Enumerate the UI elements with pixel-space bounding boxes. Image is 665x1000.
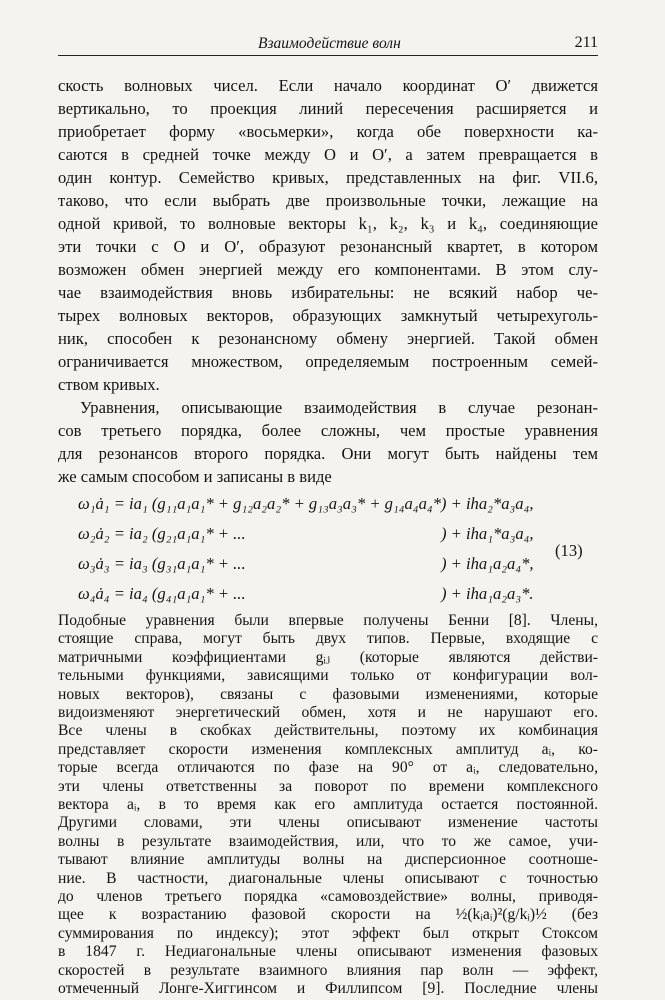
text-line: до членов третьего порядка «самовоздействие» волны, приводя- [58,888,598,905]
text-line: щее к возрастанию фазовой скорости на ½(kᵢaᵢ)²(g/kᵢ)½ (без [58,906,598,924]
equation-2-right: ) + iha₁*a₃a₄, [441,524,534,543]
equation-4-right: ) + iha₁a₂a₃*. [441,584,534,603]
text-line: же самым способом и записаны в виде [58,467,332,486]
text-line: видоизменяют энергетический обмен, хотя и не нарушают его. [58,704,598,721]
text-line: вертикально, то проекция линий пересечения расширяется и [58,99,598,118]
text-line: стоящие справа, могут быть двух типов. Первые, входящие с [58,630,598,648]
text-line: торые всегда отличаются по фазе на 90° от aᵢ, следовательно, [58,759,598,777]
equation-1: ω₁ȧ₁ = ia₁ (g₁₁a₁a₁* + g₁₂a₂a₂* + g₁₃a₃a₃* + g₁₄a₄a₄*) + iha₂*a₃a₄, [78,494,534,513]
text-line: тырех волновых векторов, образующих замкнутый четырехуголь- [58,306,598,325]
text-line: скоростей в результате взаимного влияния пар волн — эффект, [58,961,598,979]
text-line: ограничивается множеством, определяемым построенным семей- [58,352,598,371]
text-line: в 1847 г. Недиагональные члены описывают изменения фазовых [58,943,598,961]
text-line: скость волновых чисел. Если начало координат O′ движется [58,76,598,95]
text-line: Подобные уравнения были впервые получены Бенни [8]. Члены, [58,612,598,629]
text-line: чае взаимодействия вновь избирательны: не всякий набор че- [58,283,598,302]
text-line: приобретает форму «восьмерки», когда обе поверхности ка- [58,122,598,141]
text-line: ние. В частности, диагональные члены описывают с точностью [58,869,598,887]
text-line: вектора aᵢ, в то время как его амплитуда остается постоянной. [58,796,598,813]
text-line: суммирования по индексу); этот эффект был открыт Стоксом [58,924,598,942]
text-line: Другими словами, эти члены описывают изменение частоты [58,814,598,832]
equation-4-left: ω₄ȧ₄ = ia₄ (g₄₁a₁a₁* + ... [78,584,246,603]
equation-number: (13) [555,541,583,560]
text-line: возможен обмен энергией между его компонентами. В этом слу- [58,260,598,279]
text-line: Все члены в скобках действительны, поэтому их комбинация [58,722,598,740]
text-line: матричными коэффициентами gᵢⱼ (которые являются действи- [58,648,598,666]
text-line: ник, способен к резонансному обмену энергией. Такой обмен [58,329,598,348]
text-line: сов третьего порядка, более сложны, чем простые уравнения [58,421,598,440]
text-line: одной кривой, то волновые векторы k₁, k₂, k₃ и k₄, соединяющие [58,214,598,233]
text-line: один контур. Семейство кривых, представленных на фиг. VII.6, [58,168,598,187]
page-number: 211 [574,34,598,51]
text-line: отмеченный Лонге-Хиггинсом и Филлипсом [9]. Последние члены [58,980,598,997]
equation-2-left: ω₂ȧ₂ = ia₂ (g₂₁a₁a₁* + ... [78,524,246,543]
text-line: тельными функциями, зависящими только от конфигурации вол- [58,667,598,685]
text-line: Уравнения, описывающие взаимодействия в случае резонан- [80,398,598,417]
page-header [58,33,598,56]
equation-3-left: ω₃ȧ₃ = ia₃ (g₃₁a₁a₁* + ... [78,554,246,573]
text-line: эти точки с O и O′, образуют резонансный квартет, в котором [58,237,598,256]
text-line: новых векторов), связаны с фазовыми изменениями, которые [58,685,598,703]
text-line: ством кривых. [58,375,160,394]
text-line: представляет скорости изменения комплексных амплитуд aᵢ, ко- [58,740,598,758]
equation-3-right: ) + iha₁a₂a₄*, [441,554,534,573]
text-line: эти члены ответственны за поворот по времени комплексного [58,777,598,795]
text-line: волны в результате взаимодействия, или, что то же самое, учи- [58,832,598,850]
running-title: Взаимодействие волн [258,35,401,52]
text-line: таково, что если выбрать две произвольные точки, лежащие на [58,191,598,210]
text-line: саются в средней точке между O и O′, а затем превращается в [58,145,598,164]
text-line: для резонансов второго порядка. Они могут быть найдены тем [58,444,598,463]
text-line: тывают влияние амплитуды волны на дисперсионное соотноше- [58,851,598,869]
